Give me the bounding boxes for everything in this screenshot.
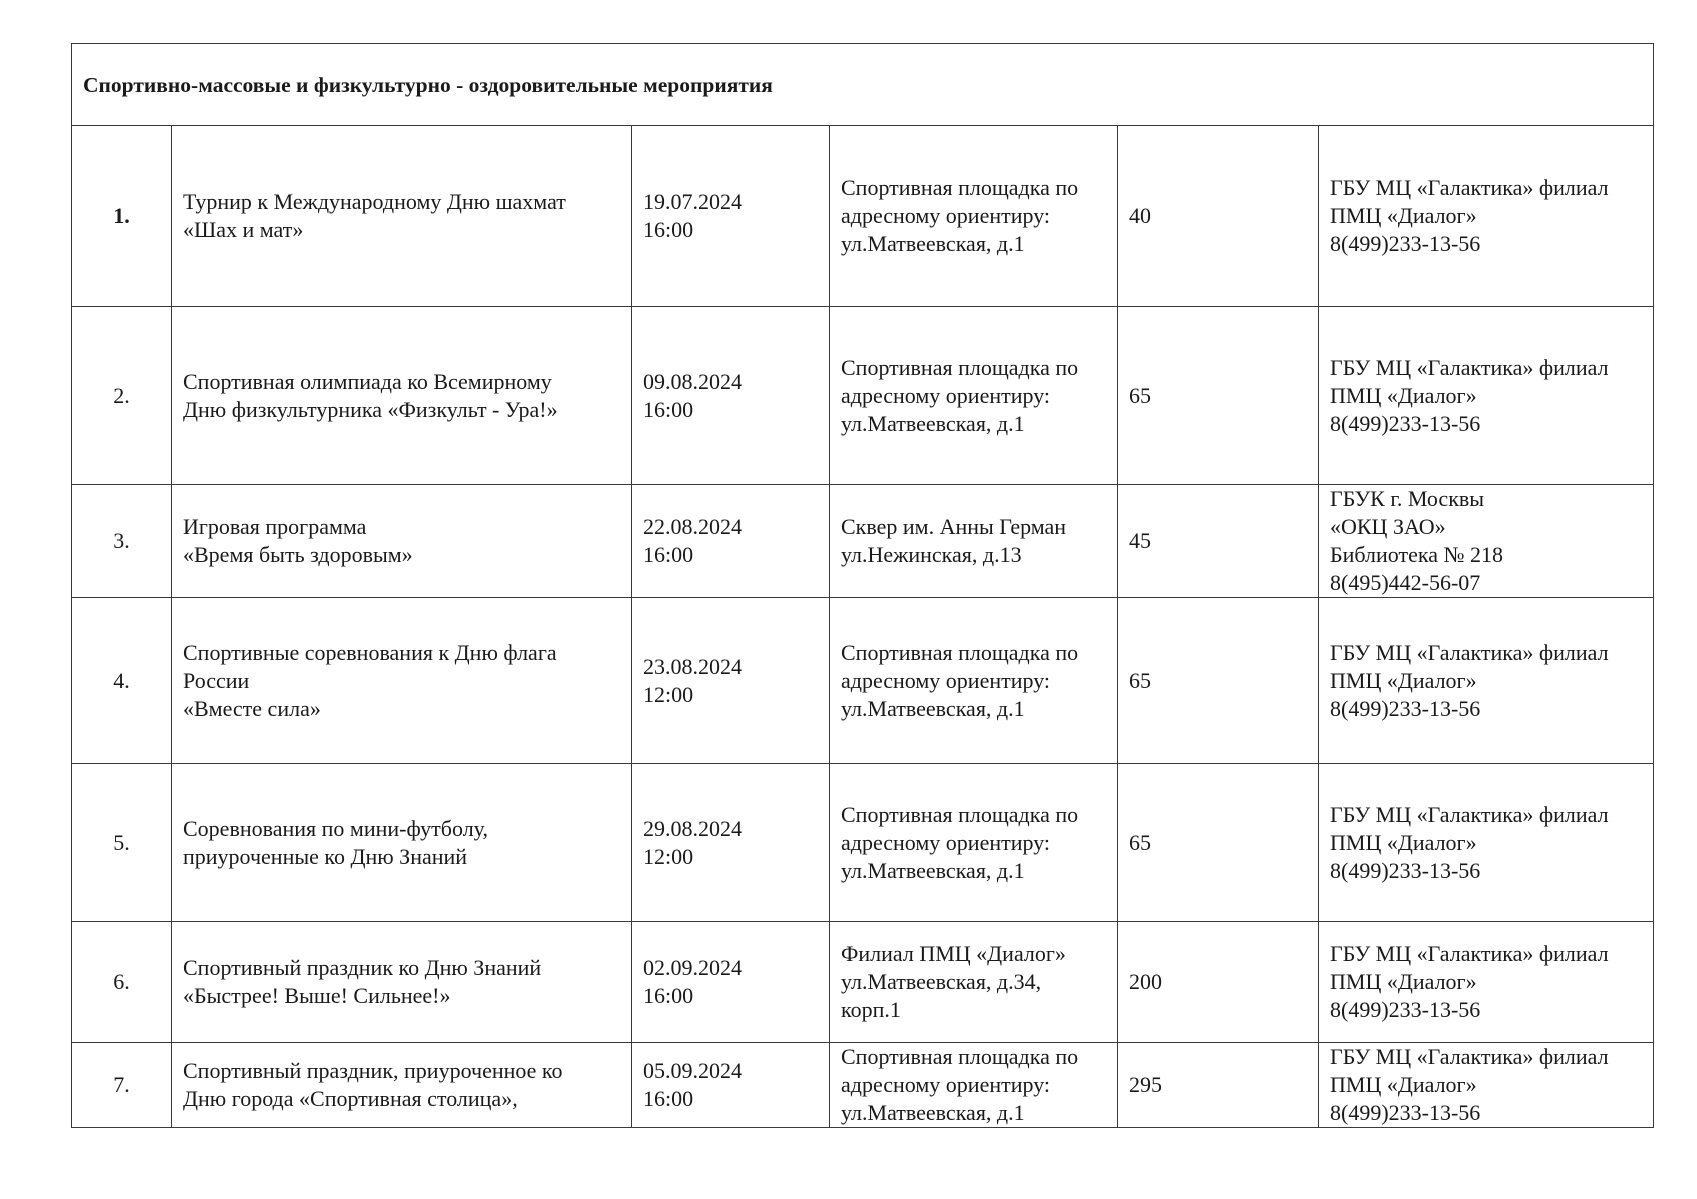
event-title-line: Спортивные соревнования к Дню флага	[183, 639, 557, 665]
event-place-line: Спортивная площадка по	[841, 354, 1079, 380]
event-title-line: приуроченные ко Дню Знаний	[183, 843, 468, 869]
event-title-line: Спортивный праздник, приуроченное ко	[183, 1058, 563, 1083]
event-place-line: Филиал ПМЦ «Диалог»	[841, 941, 1066, 966]
event-place-cell	[830, 126, 1118, 307]
table-row	[72, 307, 1654, 485]
event-organizer-line: 8(495)442-56-07	[1330, 570, 1481, 595]
event-organizer-line: ГБУ МЦ «Галактика» филиал	[1330, 354, 1609, 380]
event-organizer-line: ГБУК г. Москвы	[1330, 486, 1485, 511]
event-participants-cell: 295	[1118, 1043, 1319, 1128]
event-organizer-cell	[1319, 126, 1654, 307]
event-place-line: корп.1	[841, 997, 901, 1022]
event-title-line: «Вместе сила»	[183, 695, 321, 721]
event-datetime-line: 09.08.2024	[643, 368, 742, 394]
event-place-line: ул.Матвеевская, д.1	[841, 1100, 1025, 1125]
event-title-line: «Шах и мат»	[183, 217, 304, 242]
event-title-cell	[172, 1043, 632, 1128]
event-organizer-line: 8(499)233-13-56	[1330, 857, 1481, 883]
event-title-cell	[172, 485, 632, 598]
event-place-cell	[830, 764, 1118, 922]
event-organizer-line: ГБУ МЦ «Галактика» филиал	[1330, 801, 1609, 827]
event-number-cell: 5.	[72, 764, 172, 922]
event-title-line: «Время быть здоровым»	[183, 542, 413, 567]
event-number-cell: 3.	[72, 485, 172, 598]
table-row	[72, 764, 1654, 922]
event-organizer-line: ГБУ МЦ «Галактика» филиал	[1330, 941, 1609, 966]
event-number-cell: 6.	[72, 922, 172, 1043]
event-place-line: ул.Матвеевская, д.1	[841, 231, 1025, 256]
event-place-line: Спортивная площадка по	[841, 1044, 1079, 1069]
event-organizer-line: 8(499)233-13-56	[1330, 410, 1481, 436]
table-row	[72, 485, 1654, 598]
event-place-line: ул.Матвеевская, д.1	[841, 857, 1025, 883]
event-datetime-line: 29.08.2024	[643, 815, 742, 841]
event-organizer-line: ГБУ МЦ «Галактика» филиал	[1330, 1044, 1609, 1069]
event-datetime-line: 12:00	[643, 681, 694, 707]
events-table	[71, 43, 1654, 1128]
event-title-line: Турнир к Международному Дню шахмат	[183, 189, 566, 214]
event-participants-cell: 65	[1118, 598, 1319, 764]
event-participants-cell: 65	[1118, 764, 1319, 922]
event-organizer-line: ПМЦ «Диалог»	[1330, 203, 1477, 228]
event-datetime-line: 16:00	[643, 542, 694, 567]
event-participants-cell: 200	[1118, 922, 1319, 1043]
event-title-line: России	[183, 667, 250, 693]
section-header-row	[72, 44, 1654, 126]
event-datetime-line: 02.09.2024	[643, 955, 742, 980]
event-datetime-cell	[632, 126, 830, 307]
event-participants-cell: 40	[1118, 126, 1319, 307]
event-organizer-line: ГБУ МЦ «Галактика» филиал	[1330, 639, 1609, 665]
event-organizer-cell	[1319, 598, 1654, 764]
event-organizer-cell	[1319, 1043, 1654, 1128]
event-title-cell	[172, 598, 632, 764]
event-datetime-line: 12:00	[643, 843, 694, 869]
event-datetime-line: 05.09.2024	[643, 1058, 742, 1083]
table-row	[72, 598, 1654, 764]
event-place-line: Спортивная площадка по	[841, 175, 1079, 200]
event-place-line: Спортивная площадка по	[841, 801, 1079, 827]
event-organizer-line: ПМЦ «Диалог»	[1330, 829, 1477, 855]
event-title-cell	[172, 126, 632, 307]
event-title-line: Спортивная олимпиада ко Всемирному	[183, 368, 552, 394]
event-place-line: ул.Нежинская, д.13	[841, 542, 1022, 567]
event-title-cell	[172, 922, 632, 1043]
event-datetime-cell	[632, 485, 830, 598]
event-participants-cell: 65	[1118, 307, 1319, 485]
event-place-line: ул.Матвеевская, д.34,	[841, 969, 1042, 994]
event-organizer-cell	[1319, 485, 1654, 598]
event-title-line: «Быстрее! Выше! Сильнее!»	[183, 983, 451, 1008]
event-organizer-line: «ОКЦ ЗАО»	[1330, 514, 1446, 539]
event-datetime-cell	[632, 922, 830, 1043]
event-organizer-cell	[1319, 922, 1654, 1043]
event-title-line: Игровая программа	[183, 514, 367, 539]
event-title-line: Соревнования по мини-футболу,	[183, 815, 488, 841]
event-organizer-line: ПМЦ «Диалог»	[1330, 667, 1477, 693]
event-place-line: ул.Матвеевская, д.1	[841, 695, 1025, 721]
event-title-cell	[172, 307, 632, 485]
event-place-cell	[830, 485, 1118, 598]
event-number-cell: 4.	[72, 598, 172, 764]
event-organizer-cell	[1319, 307, 1654, 485]
event-participants-cell: 45	[1118, 485, 1319, 598]
event-place-line: Спортивная площадка по	[841, 639, 1079, 665]
event-place-cell	[830, 307, 1118, 485]
event-datetime-cell	[632, 1043, 830, 1128]
event-datetime-line: 23.08.2024	[643, 653, 742, 679]
event-organizer-line: ПМЦ «Диалог»	[1330, 969, 1477, 994]
event-datetime-cell	[632, 764, 830, 922]
event-organizer-line: ПМЦ «Диалог»	[1330, 1072, 1477, 1097]
event-place-line: адресному ориентиру:	[841, 667, 1051, 693]
event-place-line: адресному ориентиру:	[841, 203, 1051, 228]
event-organizer-cell	[1319, 764, 1654, 922]
event-number-cell: 2.	[72, 307, 172, 485]
event-number-cell: 1.	[72, 126, 172, 307]
event-datetime-cell	[632, 307, 830, 485]
event-place-line: адресному ориентиру:	[841, 1072, 1051, 1097]
event-title-line: Спортивный праздник ко Дню Знаний	[183, 955, 542, 980]
table-row	[72, 922, 1654, 1043]
event-title-cell	[172, 764, 632, 922]
event-datetime-line: 16:00	[643, 983, 694, 1008]
event-datetime-cell	[632, 598, 830, 764]
event-number-cell: 7.	[72, 1043, 172, 1128]
event-place-line: адресному ориентиру:	[841, 382, 1051, 408]
event-datetime-line: 16:00	[643, 217, 694, 242]
event-place-line: ул.Матвеевская, д.1	[841, 410, 1025, 436]
event-organizer-line: Библиотека № 218	[1330, 542, 1504, 567]
event-place-cell	[830, 1043, 1118, 1128]
event-place-cell	[830, 922, 1118, 1043]
event-datetime-line: 16:00	[643, 396, 694, 422]
event-organizer-line: ГБУ МЦ «Галактика» филиал	[1330, 175, 1609, 200]
event-organizer-line: 8(499)233-13-56	[1330, 997, 1481, 1022]
event-datetime-line: 22.08.2024	[643, 514, 742, 539]
event-title-line: Дню города «Спортивная столица»,	[183, 1086, 518, 1111]
table-row	[72, 1043, 1654, 1128]
event-place-cell	[830, 598, 1118, 764]
event-datetime-line: 19.07.2024	[643, 189, 742, 214]
event-organizer-line: 8(499)233-13-56	[1330, 1100, 1481, 1125]
event-organizer-line: 8(499)233-13-56	[1330, 695, 1481, 721]
event-place-line: адресному ориентиру:	[841, 829, 1051, 855]
table-row	[72, 126, 1654, 307]
event-place-line: Сквер им. Анны Герман	[841, 514, 1067, 539]
event-organizer-line: 8(499)233-13-56	[1330, 231, 1481, 256]
event-organizer-line: ПМЦ «Диалог»	[1330, 382, 1477, 408]
event-title-line: Дню физкультурника «Физкульт - Ура!»	[183, 396, 558, 422]
section-title: Спортивно-массовые и физкультурно - оздоровительные мероприятия	[72, 44, 1654, 126]
event-datetime-line: 16:00	[643, 1086, 694, 1111]
